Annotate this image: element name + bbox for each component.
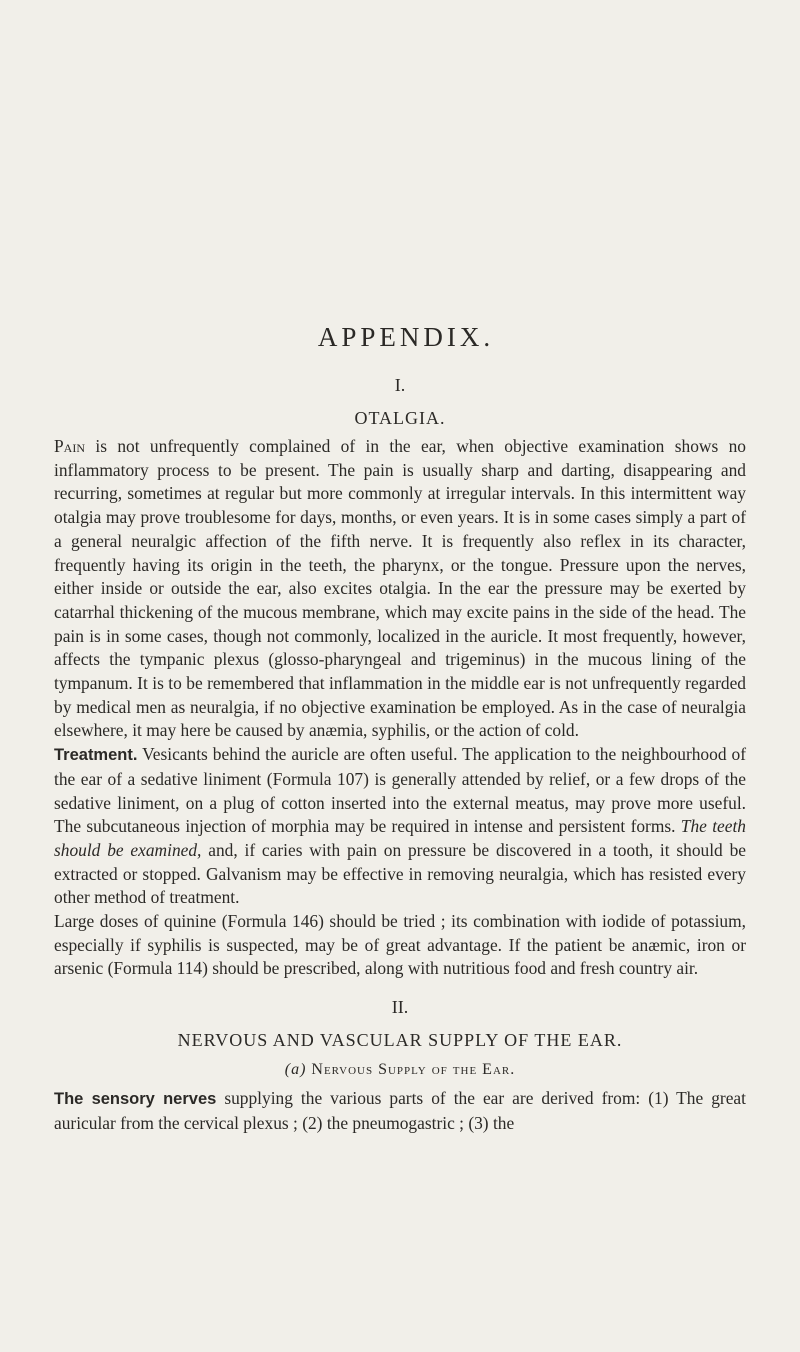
paragraph-treatment: [54, 743, 746, 910]
paragraph-text: and, if caries with pain on pressure be discovered in a tooth, it should be extracted or stopped. Galvanism may be effective in removing neuralgia, which has resisted every other method of treatment.: [54, 839, 746, 908]
paragraph-text: Vesicants behind the auricle are often useful. The application to the neighbourhood of the ear of a sedative liniment (Formula 107) is generally attended by relief, or a few drops of the sedative liniment, on a plug of cotton inserted into the external meatus, may prove more useful. The subcutaneous injection of morphia may be required in intense and persistent forms.: [54, 744, 746, 837]
emphasis-text: The teeth should be examined,: [54, 816, 746, 860]
sensory-nerves-heading: The sensory nerves: [54, 1090, 217, 1109]
paragraph-quinine: Large doses of quinine (Formula 146) should be tried ; its combination with iodide of potassium, especially if syphilis is suspected, may be of great advantage. If the patient be anæmic, iron or arsenic (Formula 114) should be prescribed, along with nutritious food and fresh country air.: [54, 911, 746, 979]
subsection-heading: [54, 1061, 746, 1079]
treatment-heading: Treatment.: [54, 746, 138, 765]
section-gap: [54, 981, 746, 997]
section-number: II.: [391, 997, 409, 1018]
section-nervous-vascular: [54, 997, 746, 1135]
paragraph-text: is not unfrequently complained of in the ear, when objective examination shows no inflammatory process to be present. The pain is usually sharp and darting, disappearing and recurring, sometimes at regular but more commonly at irregular intervals. In this intermittent way otalgia may prove troublesome for days, months, or even years. It is in some cases simply a part of a general neuralgic affection of the fifth nerve. It is frequently also reflex in its character, frequently having its origin in the teeth, the pharynx, or the tongue. Pressure upon the nerves, either inside or outside the ear, also excites otalgia. In the ear the pressure may be exerted by catarrhal thickening of the mucous membrane, which may excite pains in the side of the head. The pain is in some cases, though not commonly, localized in the auricle. It most frequently, however, affects the tympanic plexus (glosso-pharyngeal and trigeminus) in the mucous lining of the tympanum. It is to be remembered that inflammation in the middle ear is not unfrequently regarded by medical men as neuralgia, if no objective examination be employed. As in the case of neuralgia elsewhere, it may here be caused by anæmia, syphilis, or the action of cold.: [54, 436, 746, 741]
appendix-title: APPENDIX.: [317, 322, 495, 352]
subsection-label: (a): [284, 1061, 307, 1079]
section-number: I.: [394, 375, 406, 395]
book-page: [54, 322, 746, 1136]
lead-word: Pain: [54, 436, 85, 456]
paragraph-sensory-nerves: [54, 1087, 746, 1135]
paragraph-text: supplying the various parts of the ear are derived from: (1) The great auricular from the cervical plexus ; (2) the pneumogastric ; (3) the: [54, 1088, 746, 1133]
section-otalgia: [54, 375, 746, 981]
paragraph-otalgia-intro: [54, 435, 746, 743]
subsection-title: Nervous Supply of the Ear.: [311, 1061, 516, 1079]
section-title: NERVOUS AND VASCULAR SUPPLY OF THE EAR.: [177, 1030, 623, 1051]
section-title: OTALGIA.: [354, 408, 446, 428]
